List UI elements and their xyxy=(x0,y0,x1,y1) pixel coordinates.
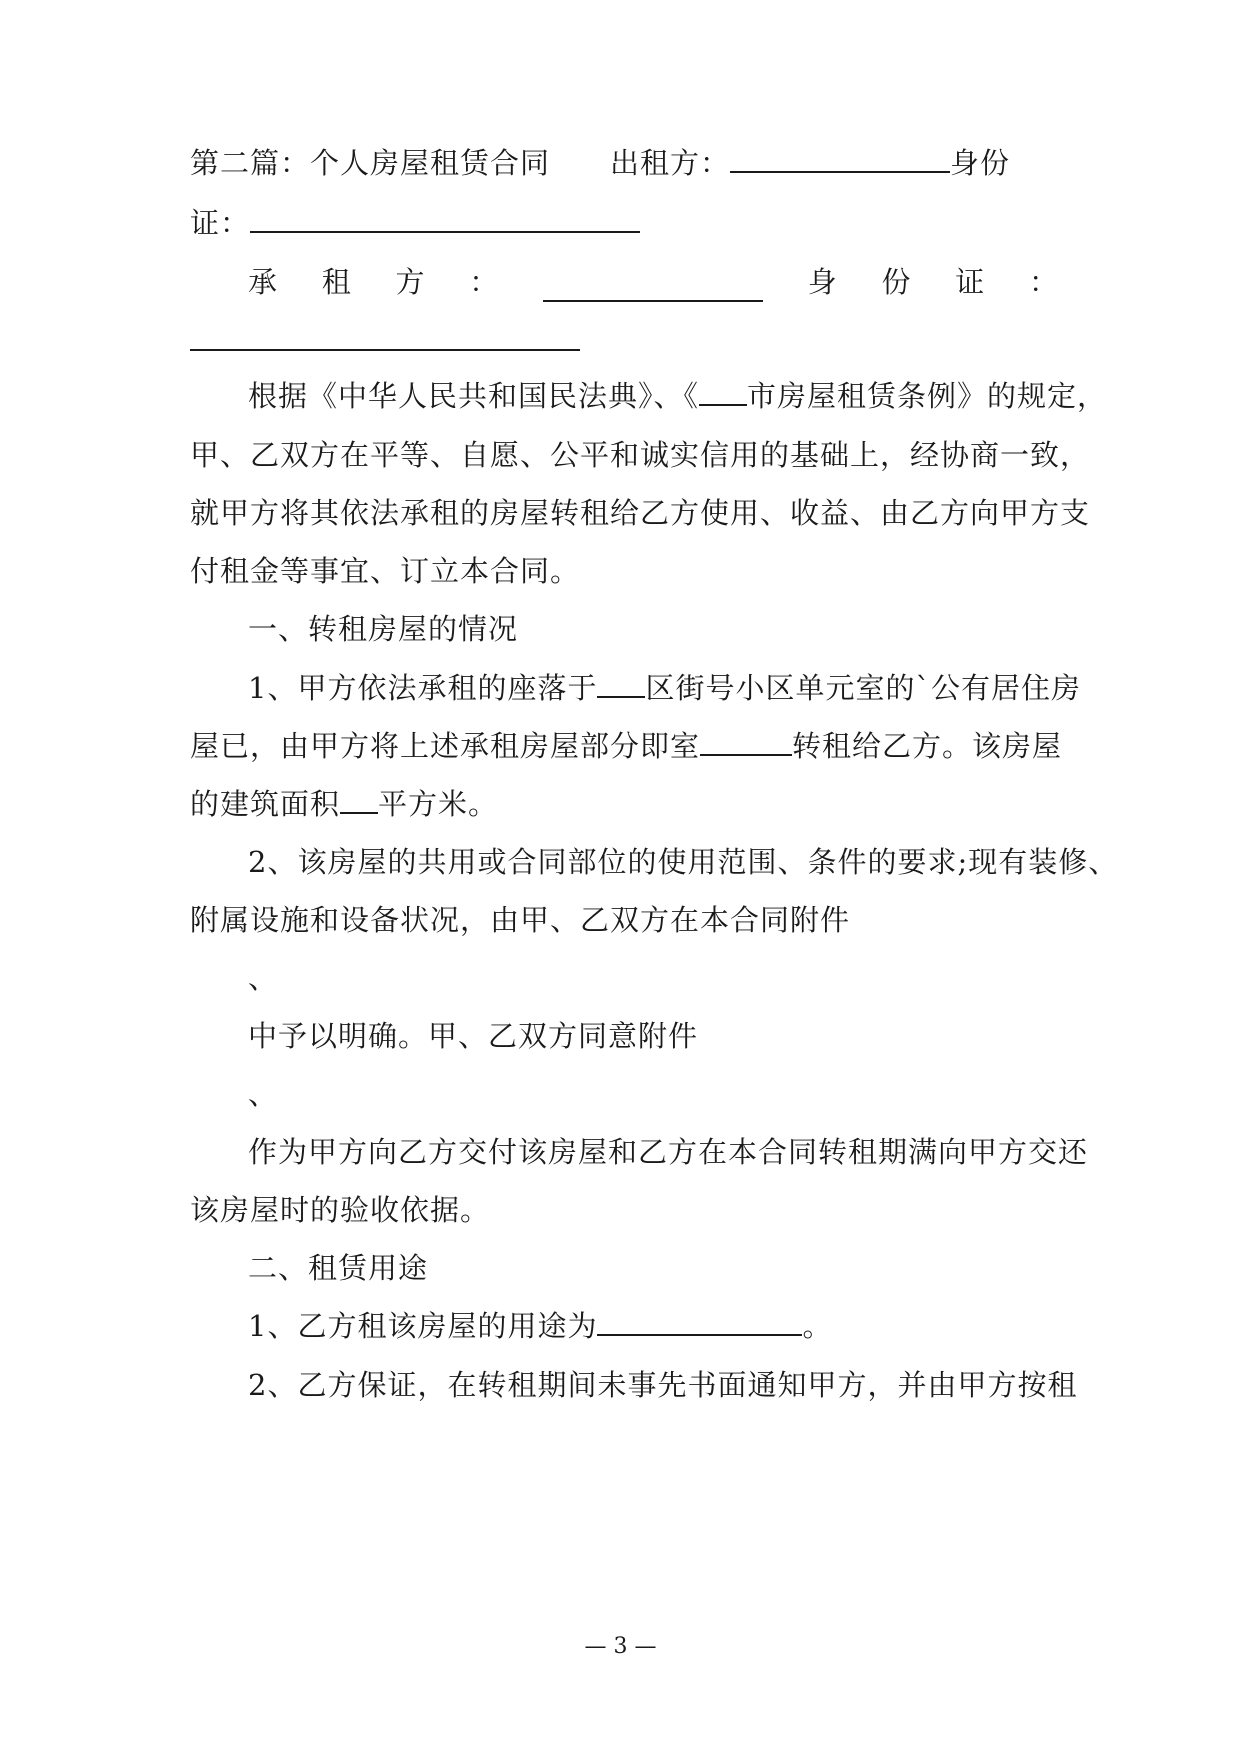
intro-text: 市房屋租赁条例》的规定， xyxy=(747,379,1108,413)
section-2-item-2: 2、乙方保证，在转租期间未事先书面通知甲方，并由甲方按租 xyxy=(248,1368,1078,1402)
header-line xyxy=(190,143,1010,183)
lessee-char: 租 xyxy=(321,265,351,299)
lessor-id-label-part2: 证： xyxy=(190,206,251,240)
lessor-id-line xyxy=(190,203,640,243)
section-1-item-2-line-2: 附属设施和设备状况，由甲、乙双方在本合同附件 xyxy=(190,903,851,937)
section-2-heading: 二、租赁用途 xyxy=(248,1251,429,1285)
room-blank xyxy=(700,726,792,756)
lessee-char: 身 xyxy=(807,265,837,299)
intro-line-3: 就甲方将其依法承租的房屋转租给乙方使用、收益、由乙方向甲方支 xyxy=(190,496,1091,530)
section-2-item-1 xyxy=(248,1306,832,1346)
section-1-heading: 一、转租房屋的情况 xyxy=(248,612,519,646)
area-blank xyxy=(340,784,378,814)
clause-text: 1、甲方依法承租的座落于 xyxy=(248,671,598,705)
lessor-id-blank xyxy=(250,203,640,233)
clause-text: 屋已，由甲方将上述承租房屋部分即室 xyxy=(190,729,701,763)
lessor-label: 出租方： xyxy=(610,146,731,180)
clause-text: 1、乙方租该房屋的用途为 xyxy=(248,1309,598,1343)
section-1-item-2-line-1: 2、该房屋的共用或合同部位的使用范围、条件的要求;现有装修、 xyxy=(248,845,1119,879)
section-1-item-2-line-5: 该房屋时的验收依据。 xyxy=(190,1193,491,1227)
clause-text: 区街号小区单元室的`公有居住房 xyxy=(645,671,1081,705)
city-blank xyxy=(699,376,747,406)
intro-line-4: 付租金等事宜、订立本合同。 xyxy=(190,554,581,588)
lessee-name-blank xyxy=(543,272,763,302)
clause-text: 的建筑面积 xyxy=(190,787,341,821)
lessee-char: 方 xyxy=(395,265,425,299)
lessor-name-blank xyxy=(730,143,950,173)
lessee-char: ： xyxy=(469,265,499,299)
lessee-char: 份 xyxy=(881,265,911,299)
document-title: 第二篇：个人房屋租赁合同 xyxy=(190,146,551,180)
district-blank xyxy=(597,668,645,698)
section-1-item-1-line-1 xyxy=(248,668,1081,708)
page-number: — 3 — xyxy=(584,1634,657,1659)
section-1-item-1-line-3 xyxy=(190,784,498,824)
lessee-char: 证 xyxy=(955,265,985,299)
section-1-item-1-line-2 xyxy=(190,726,1062,766)
clause-text: 。 xyxy=(802,1309,833,1343)
annex-separator: 、 xyxy=(248,1077,279,1111)
lessor-id-label-part1: 身份 xyxy=(950,146,1011,180)
usage-blank xyxy=(597,1306,802,1336)
clause-text: 平方米。 xyxy=(378,787,499,821)
section-1-item-2-line-3: 中予以明确。甲、乙双方同意附件 xyxy=(248,1019,699,1053)
lessee-line xyxy=(248,262,1058,302)
intro-text: 根据《中华人民共和国民法典》、《 xyxy=(248,379,700,413)
clause-text: 转租给乙方。该房屋 xyxy=(792,729,1063,763)
intro-line-1 xyxy=(248,376,1107,416)
lessee-char: 承 xyxy=(248,265,278,299)
lessee-id-blank xyxy=(190,349,580,351)
annex-separator: 、 xyxy=(248,961,279,995)
section-1-item-2-line-4: 作为甲方向乙方交付该房屋和乙方在本合同转租期满向甲方交还 xyxy=(248,1135,1089,1169)
intro-line-2: 甲、乙双方在平等、自愿、公平和诚实信用的基础上，经协商一致， xyxy=(190,438,1091,472)
lessee-char: ： xyxy=(1028,265,1058,299)
